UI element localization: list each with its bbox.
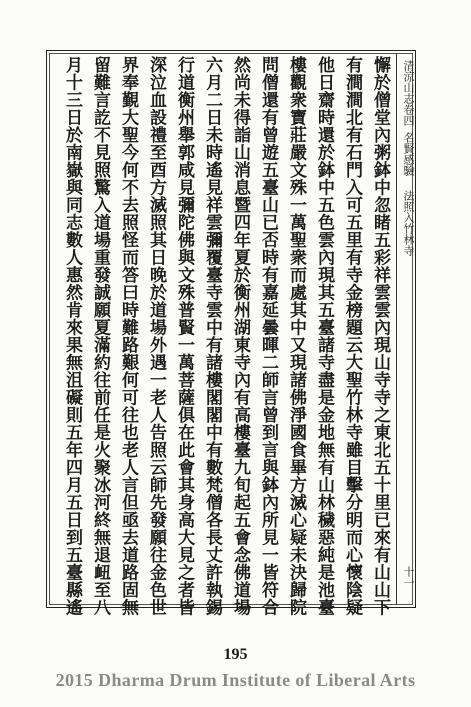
margin-section: 名賢感驗 xyxy=(402,132,415,176)
text-column-10: 界奉覲大聖今何不去照怪而答曰時難路艱何可往也老人言但亟去道路固無 xyxy=(118,56,138,616)
text-column-12: 月十三日於南嶽與同志數人惠然肯來果無沮礙則五年四月五日到五臺縣遙 xyxy=(62,56,82,616)
page-number: 195 xyxy=(223,646,248,663)
text-column-11: 留難言訖不見照驚入道場重發誠願夏滿約往前任是火聚冰河終無退衄至八 xyxy=(90,56,110,616)
text-column-2: 有澗澗北有石門入可五里有寺金榜題云大聖竹林寺雖目擊分明而心懷陰疑 xyxy=(342,56,362,616)
text-column-1: 懈於僧堂內粥鉢中忽睹五彩祥雲雲內現山寺寺之東北五十里已來有山山下 xyxy=(370,56,390,616)
watermark: 2015 Dharma Drum Institute of Liberal Arts xyxy=(55,670,416,690)
text-column-7: 六月二日未時遙見祥雲彌覆臺寺雲中有諸樓閣閣中有數梵僧各長丈許執錫 xyxy=(202,56,222,616)
text-column-3: 他日齋時還於鉢中五色雲內現其五臺諸寺盡是金地無有山林穢惡純是池臺 xyxy=(314,56,334,616)
margin-book-title: 清涼山志卷四 xyxy=(402,60,415,126)
gutter-divider xyxy=(396,53,397,605)
text-column-9: 深泣血設禮至酉方滅照其日晚於道場外遇一老人告照云師先發願往金色世 xyxy=(146,56,166,616)
text-column-5: 問僧還有曾遊五臺山已否時有嘉延曇暉二師言曾到言與鉢內所見一皆符合 xyxy=(258,56,278,616)
margin-folio: 十一 xyxy=(402,566,415,588)
text-column-4: 樓觀衆寶莊嚴文殊一萬聖衆而處其中又現諸佛淨國食畢方滅心疑未決歸院 xyxy=(286,56,306,616)
margin-entry: 法照入竹林寺 xyxy=(402,190,415,256)
text-column-8: 行道衡州舉郭咸見彌陀佛與文殊普賢一萬菩薩俱在此會其身高大見之者皆 xyxy=(174,56,194,616)
text-column-6: 然尚未得詣山消息暨四年夏於衡州湖東寺內有高樓臺九旬起五會念佛道場 xyxy=(230,56,250,616)
